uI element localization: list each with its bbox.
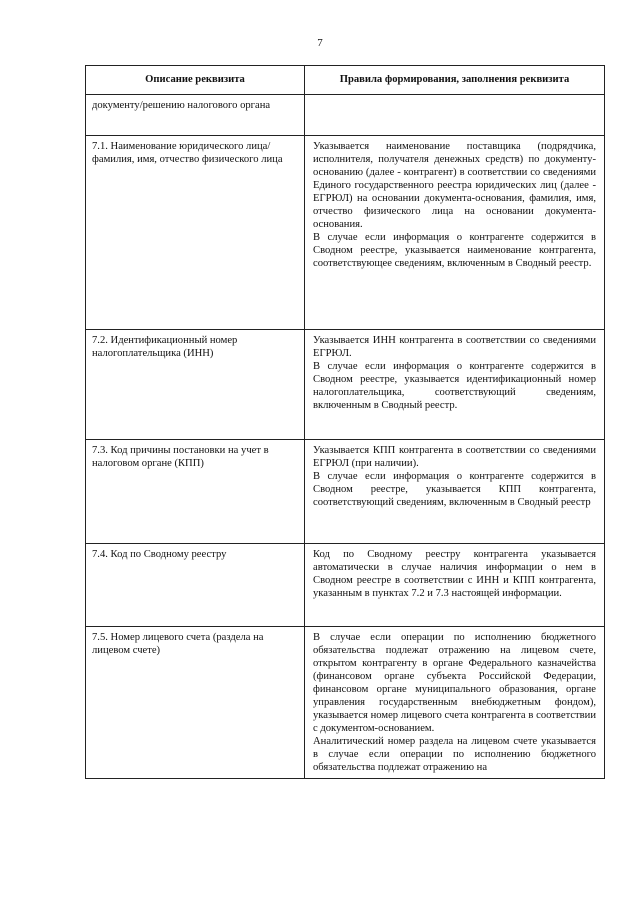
table-row <box>86 136 605 330</box>
row-rules <box>305 136 605 330</box>
row-rules <box>305 330 605 440</box>
table-row <box>86 627 605 779</box>
header-description: Описание реквизита <box>86 66 305 95</box>
row-rules <box>305 440 605 544</box>
row-description: 7.3. Код причины постановки на учет в налоговом органе (КПП) <box>86 440 305 544</box>
header-rules: Правила формирования, заполнения реквизита <box>305 66 605 95</box>
rule-paragraph: Указывается ИНН контрагента в соответствии со сведениями ЕГРЮЛ. <box>313 335 596 359</box>
rule-paragraph: Указывается КПП контрагента в соответствии со сведениями ЕГРЮЛ (при наличии). <box>313 445 596 469</box>
rule-paragraph: Аналитический номер раздела на лицевом счете указывается в случае если операции по исполнению бюджетного обязательства подлежат отражению на <box>313 736 596 773</box>
row-rules <box>305 95 605 136</box>
row-description: 7.1. Наименование юридического лица/фамилия, имя, отчество физического лица <box>86 136 305 330</box>
rule-paragraph: Код по Сводному реестру контрагента указывается автоматически в случае наличия информации о нем в Сводном реестре в соответствии с ИНН и КПП контрагента, указанным в пунктах 7.2 и 7.3 настоящей информации. <box>313 549 596 599</box>
row-description: 7.5. Номер лицевого счета (раздела на лицевом счете) <box>86 627 305 779</box>
page-number: 7 <box>317 37 323 49</box>
table-row <box>86 544 605 627</box>
row-description: 7.4. Код по Сводному реестру <box>86 544 305 627</box>
rule-paragraph: В случае если информация о контрагенте содержится в Сводном реестре, указывается идентификационный номер налогоплательщика, соответствующий сведениям, включенным в Сводный реестр. <box>313 361 596 411</box>
rule-paragraph: В случае если информация о контрагенте содержится в Сводном реестре, указывается наименование контрагента, соответствующее сведениям, включенным в Сводный реестр. <box>313 232 596 269</box>
requisites-table <box>85 65 605 779</box>
table-row <box>86 95 605 136</box>
row-rules <box>305 544 605 627</box>
row-description: документу/решению налогового органа <box>86 95 305 136</box>
row-rules <box>305 627 605 779</box>
rule-paragraph: Указывается наименование поставщика (подрядчика, исполнителя, получателя денежных средств) по документу-основанию (далее - контрагент) в соответствии со сведениями Единого государственного реестра юридических лиц (далее - ЕГРЮЛ) на основании документа-основания, фамилия, имя, отчество физического лица на основании документа-основания. <box>313 141 596 230</box>
row-description: 7.2. Идентификационный номер налогоплательщика (ИНН) <box>86 330 305 440</box>
rule-paragraph: В случае если операции по исполнению бюджетного обязательства подлежат отражению на лицевом счете, открытом контрагенту в органе Федерального казначейства (финансовом органе субъекта Российской Федерации, финансовом органе муниципального образования, органе управления государственным внебюджетным фондом), указывается номер лицевого счета контрагента в соответствии с документом-основанием. <box>313 632 596 734</box>
table-header-row <box>86 66 605 95</box>
table-row <box>86 330 605 440</box>
rule-paragraph: В случае если информация о контрагенте содержится в Сводном реестре, указывается КПП контрагента, соответствующий сведениям, включенным в Сводный реестр <box>313 471 596 508</box>
table-row <box>86 440 605 544</box>
